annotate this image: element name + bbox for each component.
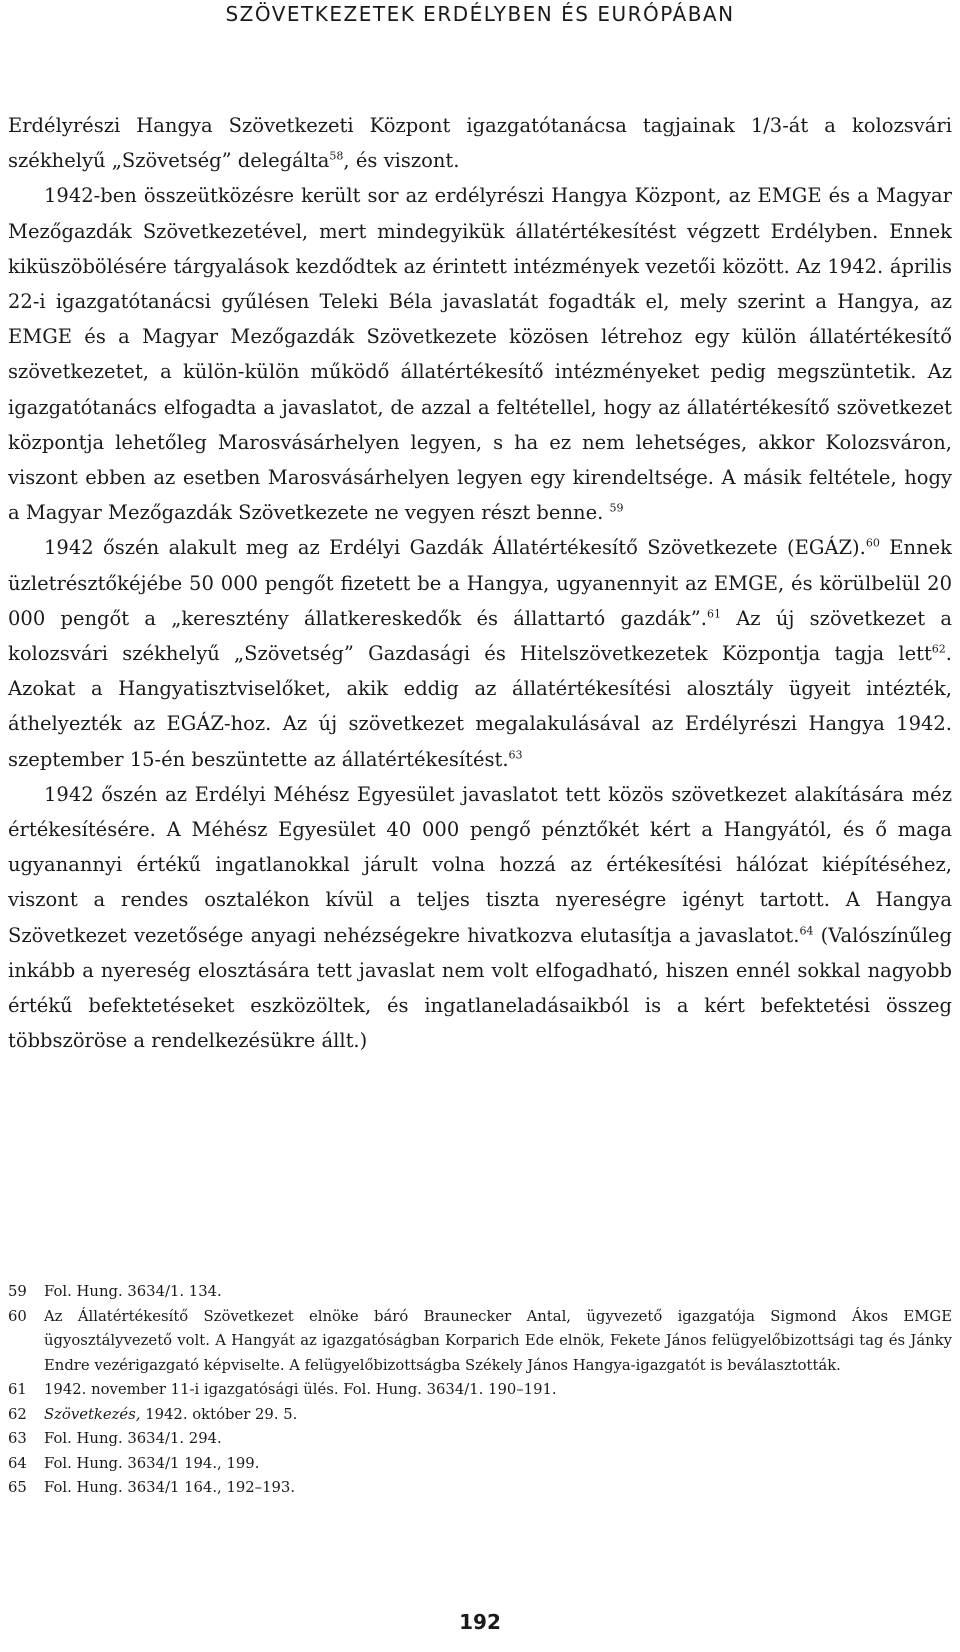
paragraph-text: , és viszont. <box>343 149 460 173</box>
footnote-61 <box>8 1378 952 1403</box>
footnote-ref-64[interactable]: 64 <box>799 924 814 938</box>
paragraph-text: Erdélyrészi Hangya Szövetkezeti Központ igazgatótanácsa tagjainak 1/3-át a kolozsvári székhelyű „Szövetség” delegálta <box>8 114 952 173</box>
footnote-ref-61[interactable]: 61 <box>706 607 721 621</box>
footnote-ref-60[interactable]: 60 <box>865 536 880 550</box>
footnotes <box>8 1280 952 1501</box>
paragraph-3 <box>8 530 952 776</box>
paragraph-text: (Valószínűleg inkább a nyereség elosztására tett javaslat nem volt elfogadható, hiszen ennél sokkal nagyobb értékű befektetéseket eszközöltek, és ingatlaneladásaikból is a kért befektetési összeg többszöröse a rendelkezésükre állt.) <box>8 923 952 1053</box>
paragraph-text: Ennek üzletrésztőkéjébe 50 000 pengőt fizetett be a Hangya, ugyanennyit az EMGE, és körülbelül 20 000 pengőt a „keresztény állatkereskedők és állattartó gazdák”. <box>8 536 952 630</box>
footnote-text-rest: 1942. október 29. 5. <box>140 1405 298 1423</box>
footnote-text: Fol. Hung. 3634/1 194., 199. <box>44 1454 260 1472</box>
footnote-number: 59 <box>8 1283 27 1300</box>
footnote-ref-62[interactable]: 62 <box>931 642 946 656</box>
footnote-number: 60 <box>8 1307 27 1325</box>
paragraph-4 <box>8 777 952 1059</box>
footnote-italic-title: Szövetkezés, <box>44 1405 141 1423</box>
running-header: SZÖVETKEZETEK ERDÉLYBEN ÉS EURÓPÁBAN <box>225 2 735 26</box>
footnote-number: 64 <box>8 1454 27 1472</box>
paragraph-2 <box>8 178 952 530</box>
footnote-ref-63[interactable]: 63 <box>508 748 523 762</box>
footnote-59 <box>8 1280 952 1305</box>
footnote-number: 65 <box>8 1479 27 1496</box>
paragraph-text: 1942-ben összeütközésre került sor az erdélyrészi Hangya Központ, az EMGE és a Magyar Mezőgazdák Szövetkezetével, mert mindegyikük állatértékesítést végzett Erdélyben. Ennek kiküszöbölésére tárgyalások kezdődtek az érintett intézmények vezetői között. Az 1942. április 22-i igazgatótanácsi gyűlésen Teleki Béla javaslatát fogadták el, mely szerint a Hangya, az EMGE és a Magyar Mezőgazdák Szövetkezete közösen létrehoz egy külön állatértékesítő szövetkezetet, a külön-külön működő állatértékesítő intézményeket pedig megszüntetik. Az igazgatótanács elfogadta a javaslatot, de azzal a feltétellel, hogy az állatértékesítő szövetkezet központja lehetőleg Marosvásárhelyen legyen, s ha ez nem lehetséges, akkor Kolozsváron, viszont ebben az esetben Marosvásárhelyen legyen egy kirendeltsége. A másik feltétele, hogy a Magyar Mezőgazdák Szövetkezete ne vegyen részt benne. <box>8 184 952 525</box>
footnote-65 <box>8 1476 952 1501</box>
footnote-number: 62 <box>8 1405 27 1423</box>
footnote-text: Fol. Hung. 3634/1. 134. <box>44 1283 222 1300</box>
footnote-number: 63 <box>8 1430 27 1447</box>
footnote-ref-59[interactable]: 59 <box>609 501 624 515</box>
paragraph-text: 1942 őszén az Erdélyi Méhész Egyesület javaslatot tett közös szövetkezet alakítására méz értékesítésére. A Méhész Egyesület 40 000 pengő pénztőkét kért a Hangyától, és ő maga ugyanannyi értékű ingatlanokkal járult volna hozzá az értékesítési hálózat kiépítéséhez, viszont a rendes osztalékon kívül a teljes tiszta nyereségre igényt tartott. A Hangya Szövetkezet vezetősége anyagi nehézségekre hivatkozva elutasítja a javaslatot. <box>8 782 952 947</box>
paragraph-text: Az új szövetkezet a kolozsvári székhelyű „Szövetség” Gazdasági és Hitelszövetkezetek Központja tagja lett <box>8 606 952 666</box>
footnote-63 <box>8 1427 952 1452</box>
footnote-text: Fol. Hung. 3634/1. 294. <box>44 1430 222 1447</box>
footnote-64 <box>8 1452 952 1477</box>
body-text <box>8 108 952 1058</box>
footnote-text <box>44 1403 952 1428</box>
footnote-60 <box>8 1305 952 1379</box>
paragraph-text: 1942 őszén alakult meg az Erdélyi Gazdák Állatértékesítő Szövetkezete (EGÁZ). <box>44 536 866 560</box>
footnote-text: Az Állatértékesítő Szövetkezet elnöke báró Braunecker Antal, ügyvezető igazgatója Sigmond Ákos EMGE ügyosztályvezető volt. A Hangyát az igazgatóságban Korparich Ede elnök, Fekete János felügyelőbizottsági tag és Jánky Endre vezérigazgató képviselte. A felügyelőbizottságba Székely János Hangya-igazgatót is beválasztották. <box>44 1307 952 1374</box>
paragraph-1 <box>8 108 952 178</box>
page-number: 192 <box>459 1610 501 1634</box>
footnote-number: 61 <box>8 1381 27 1398</box>
footnote-62 <box>8 1403 952 1428</box>
footnote-ref-58[interactable]: 58 <box>329 149 344 163</box>
paragraph-text: . Azokat a Hangyatisztviselőket, akik eddig az állatértékesítési alosztály ügyeit intézték, áthelyezték az EGÁZ-hoz. Az új szövetkezet megalakulásával az Erdélyrészi Hangya 1942. szeptember 15-én beszüntette az állatértékesítést. <box>8 642 952 771</box>
footnote-text: 1942. november 11-i igazgatósági ülés. Fol. Hung. 3634/1. 190–191. <box>44 1381 557 1398</box>
footnote-text: Fol. Hung. 3634/1 164., 192–193. <box>44 1479 296 1496</box>
